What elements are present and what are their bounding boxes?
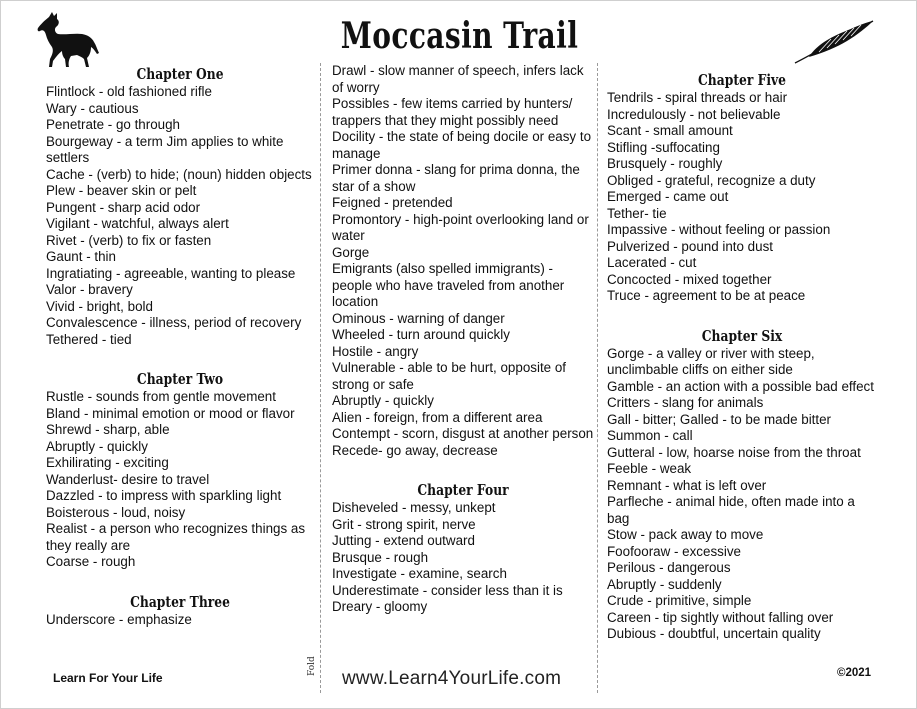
vocab-entry: Truce - agreement to be at peace	[607, 288, 806, 303]
brand-label: Learn For Your Life	[53, 671, 163, 685]
chapter-two-list	[46, 389, 314, 571]
vocab-entry: Ingratiating - agreeable, wanting to please	[46, 265, 296, 281]
vocab-entry: Remnant - what is left over	[607, 477, 767, 493]
vocab-entry: Cache - (verb) to hide; (noun) hidden objects	[46, 166, 312, 182]
vocab-entry: Coarse - rough	[46, 554, 136, 569]
vocab-entry: Tether- tie	[607, 205, 667, 221]
fold-line-right	[597, 63, 598, 693]
vocab-entry: Bland - minimal emotion or mood or flavor	[46, 405, 295, 421]
vocab-entry: Investigate - examine, search	[332, 566, 507, 581]
vocab-entry: Underscore - emphasize	[46, 611, 192, 627]
chapter-heading: Chapter Five	[698, 71, 786, 89]
vocab-entry: Gutteral - low, hoarse noise from the throat	[607, 444, 861, 460]
vocab-entry: Emigrants (also spelled immigrants) - people who have traveled from another location	[332, 261, 565, 309]
vocab-entry: Rivet - (verb) to fix or fasten	[46, 232, 212, 248]
vocab-entry: Parfleche - animal hide, often made into a bag	[607, 494, 855, 526]
vocab-entry: Lacerated - cut	[607, 255, 697, 270]
fold-line-left	[320, 63, 321, 693]
vocab-entry: Wanderlust- desire to travel	[46, 471, 210, 487]
vocab-entry: Gaunt - thin	[46, 249, 116, 264]
chapter-heading: Chapter Six	[701, 326, 783, 345]
vocab-entry: Contempt - scorn, disgust at another person	[332, 426, 594, 441]
vocab-entry: Abruptly - suddenly	[607, 576, 722, 592]
column-two	[332, 63, 594, 616]
vocab-entry: Scant - small amount	[607, 123, 733, 138]
vocab-entry: Underestimate - consider less than it is	[332, 582, 563, 598]
vocab-entry: Gamble - an action with a possible bad effect	[607, 378, 874, 394]
vocab-entry: Vivid - bright, bold	[46, 298, 153, 314]
vocab-entry: Tethered - tied	[46, 331, 132, 347]
vocab-entry: Wheeled - turn around quickly	[332, 327, 510, 342]
vocab-entry: Crude - primitive, simple	[607, 593, 752, 608]
vocab-entry: Wary - cautious	[46, 100, 139, 116]
vocab-entry: Stifling -suffocating	[607, 139, 720, 155]
vocab-entry: Brusque - rough	[332, 549, 429, 565]
feather-icon	[791, 17, 877, 67]
vocab-entry: Disheveled - messy, unkept	[332, 500, 496, 515]
chapter-heading: Chapter Four	[417, 481, 509, 499]
vocab-entry: Gall - bitter; Galled - to be made bitter	[607, 411, 832, 427]
chapter-heading: Chapter One	[136, 65, 224, 83]
vocab-entry: Primer donna - slang for prima donna, the star of a show	[332, 162, 580, 194]
vocab-entry: Pungent - sharp acid odor	[46, 199, 201, 215]
vocab-entry: Ominous - warning of danger	[332, 310, 505, 326]
vocab-entry: Concocted - mixed together	[607, 271, 772, 287]
vocab-entry: Abruptly - quickly	[46, 438, 148, 454]
fold-label: Fold	[307, 656, 317, 676]
vocab-entry: Vulnerable - able to be hurt, opposite of strong or safe	[332, 360, 566, 392]
website-link[interactable]: www.Learn4YourLife.com	[342, 668, 562, 689]
vocab-entry: Foofooraw - excessive	[607, 543, 741, 559]
vocab-entry: Tendrils - spiral threads or hair	[607, 90, 788, 105]
vocab-entry: Critters - slang for animals	[607, 395, 764, 410]
vocab-entry: Careen - tip sightly without falling over	[607, 609, 834, 625]
vocab-entry: Flintlock - old fashioned rifle	[46, 84, 212, 99]
vocab-entry: Promontory - high-point overlooking land or water	[332, 211, 589, 243]
vocab-entry: Valor - bravery	[46, 282, 133, 297]
vocab-entry: Possibles - few items carried by hunters/ trappers that they might possibly need	[332, 96, 573, 128]
vocab-entry: Realist - a person who recognizes things as they really are	[46, 521, 306, 553]
vocab-entry: Brusquely - roughly	[607, 156, 723, 171]
vocab-entry: Stow - pack away to move	[607, 527, 764, 542]
vocab-entry: Exhilirating - exciting	[46, 455, 169, 470]
vocab-entry: Abruptly - quickly	[332, 393, 434, 408]
vocab-entry: Shrewd - sharp, able	[46, 422, 170, 437]
vocab-entry: Incredulously - not believable	[607, 106, 781, 122]
vocab-entry: Dubious - doubtful, uncertain quality	[607, 626, 821, 641]
vocab-entry: Gorge	[332, 244, 370, 260]
vocab-entry: Jutting - extend outward	[332, 533, 475, 548]
vocab-entry: Grit - strong spirit, nerve	[332, 516, 476, 532]
column-three	[607, 71, 877, 643]
vocab-entry: Summon - call	[607, 428, 693, 443]
chapter-heading: Chapter Three	[130, 592, 230, 611]
vocab-entry: Alien - foreign, from a different area	[332, 409, 543, 425]
vocab-entry: Rustle - sounds from gentle movement	[46, 389, 276, 404]
vocab-entry: Recede- go away, decrease	[332, 442, 498, 458]
copyright-label: ©2021	[837, 667, 872, 679]
vocab-entry: Emerged - came out	[607, 189, 729, 204]
vocab-entry: Drawl - slow manner of speech, infers lack of worry	[332, 63, 584, 95]
vocab-entry: Docility - the state of being docile or easy to manage	[332, 129, 592, 161]
vocab-entry: Plew - beaver skin or pelt	[46, 183, 197, 198]
chapter-three-list	[46, 612, 314, 629]
vocab-entry: Hostile - angry	[332, 343, 419, 359]
vocab-entry: Feeble - weak	[607, 461, 692, 476]
vocab-entry: Penetrate - go through	[46, 117, 180, 132]
column-one	[46, 65, 314, 628]
chapter-six-list	[607, 346, 877, 643]
horse-icon	[35, 11, 101, 69]
vocab-entry: Feigned - pretended	[332, 195, 453, 210]
page-title: Moccasin Trail	[340, 15, 579, 57]
chapter-five-list	[607, 90, 877, 305]
vocab-entry: Convalescence - illness, period of recovery	[46, 315, 302, 330]
vocab-entry: Boisterous - loud, noisy	[46, 504, 186, 520]
vocab-entry: Pulverized - pound into dust	[607, 238, 773, 254]
vocab-entry: Bourgeway - a term Jim applies to white settlers	[46, 133, 284, 165]
vocab-entry: Perilous - dangerous	[607, 560, 731, 575]
vocab-entry: Gorge - a valley or river with steep, unclimbable cliffs on either side	[607, 345, 815, 377]
vocab-entry: Dazzled - to impress with sparkling light	[46, 488, 282, 503]
chapter-heading: Chapter Two	[136, 370, 224, 388]
vocab-entry: Obliged - grateful, recognize a duty	[607, 172, 816, 188]
vocab-entry: Impassive - without feeling or passion	[607, 222, 831, 237]
chapter-one-list	[46, 84, 314, 348]
vocab-entry: Vigilant - watchful, always alert	[46, 216, 229, 231]
chapter-three-continued-list	[332, 63, 594, 459]
vocab-entry: Dreary - gloomy	[332, 599, 428, 614]
chapter-four-list	[332, 500, 594, 616]
